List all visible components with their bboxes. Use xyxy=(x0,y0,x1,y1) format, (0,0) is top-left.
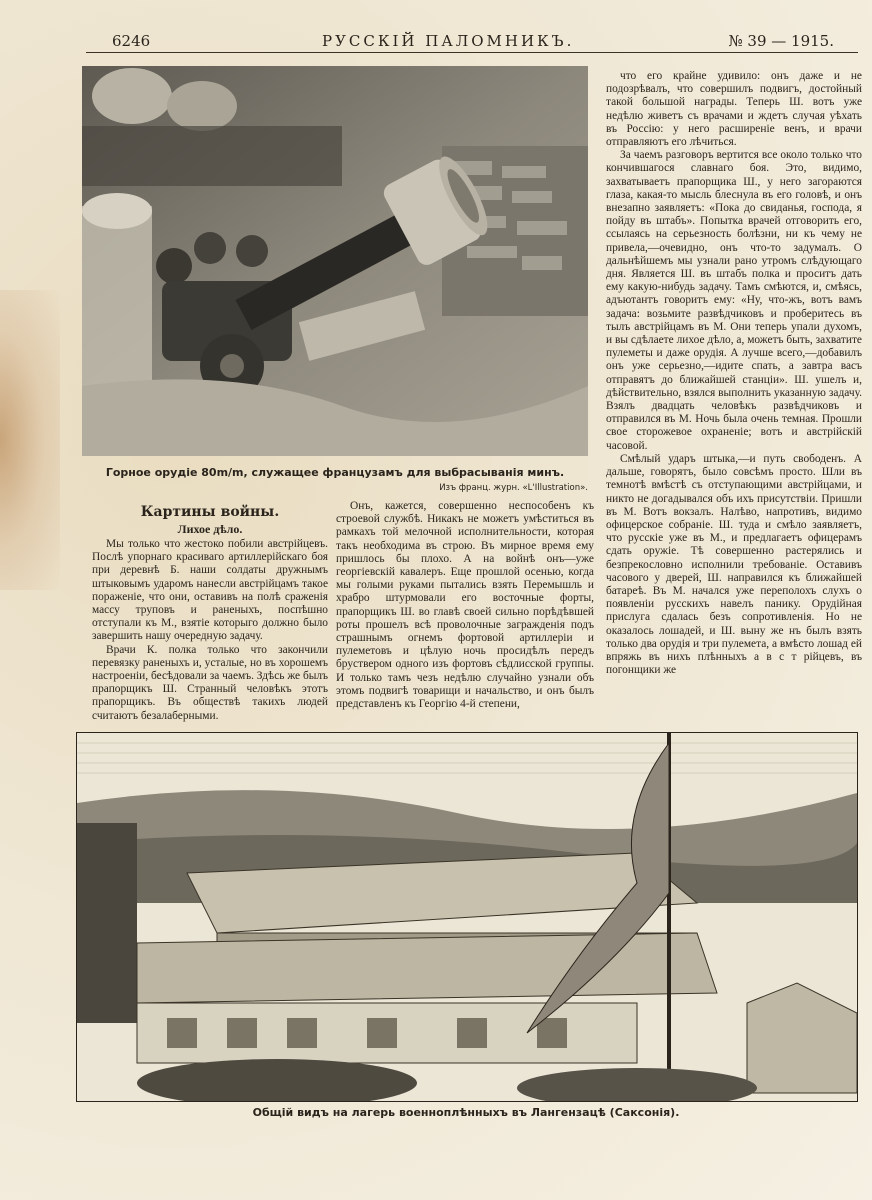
header-rule xyxy=(86,52,858,53)
journal-title: РУССКІЙ ПАЛОМНИКЪ. xyxy=(322,32,575,50)
photo-caption: Горное орудіе 80m/m, служащее французамъ для выбрасыванія минъ. xyxy=(105,466,565,479)
camp-engraving-illustration xyxy=(77,733,857,1101)
issue-number: № 39 — 1915. xyxy=(728,32,834,50)
article-subtitle: Лихое дѣло. xyxy=(177,522,243,536)
paper-stain xyxy=(0,290,60,590)
photo-credit: Изъ франц. журн. «L'Illustration». xyxy=(439,483,588,493)
paragraph: что его крайне удивило: онъ даже и не подозрѣвалъ, что совершилъ подвигъ, достойный такой большой награды. Теперь Ш. вотъ уже недѣлю живетъ съ врачами и ждетъ случая уѣхать въ Россію: у него расширеніе венъ, и врачи отправляютъ его лѣчиться. xyxy=(606,70,862,149)
article-column-middle xyxy=(336,500,594,711)
article-title: Картины войны. xyxy=(140,504,280,520)
page-header xyxy=(112,32,834,54)
engraving-prison-camp xyxy=(76,732,858,1102)
paragraph: Смѣлый ударъ штыка,—и путь свободенъ. А дальше, говорятъ, было совсѣмъ просто. Шли въ темнотѣ вмѣстѣ съ отступающими австрійцами, и никто не догадывался объ ихъ присутствіи. Пришли въ М. Вотъ вокзалъ. Налѣво, напротивъ, видимо офицерское собраніе. Ш. туда и смѣло заявляетъ, что русскіе уже въ М., и предлагаетъ офицерамъ сдать оружіе. Тѣ совершенно растерялись и безпрекословно исполнили требованіе. Оставивъ часового у дверей, Ш. направился къ ближайшей батареѣ. Въ М. начался уже переполохъ слухъ о появленіи русскихъ навелъ панику. Орудійная прислуга сдалась безъ сопротивленія. Но не оказалось лошадей, и Ш. выну же нъ былъ взять только два орудія и три пулемета, а вмѣсто лошад ей впряжь въ нихъ плѣнныхъ а в с т рійцевъ, въ погонщики же xyxy=(606,452,862,677)
engraving-caption: Общій видъ на лагерь военноплѣнныхъ въ Лангензацѣ (Саксонія). xyxy=(252,1106,680,1119)
gun-photo-illustration xyxy=(82,66,588,456)
article-column-right xyxy=(606,70,862,677)
photo-mountain-gun xyxy=(82,66,588,456)
page-number: 6246 xyxy=(112,32,151,50)
paragraph: Мы только что жестоко побили австрійцевъ. Послѣ упорнаго красиваго артиллерійскаго боя при деревнѣ Б. наши солдаты дружнымъ штыковымъ ударомъ нанесли австрійцамъ такое пораженіе, что они, оставивъ на полѣ сраженія массу труповъ и раненыхъ, поспѣшно отступали къ М., взятіе которыго должно было завершить нашу очередную задачу. xyxy=(92,538,328,643)
paragraph: Онъ, кажется, совершенно неспособенъ къ строевой службѣ. Никакъ не можетъ умѣститься въ рамкахъ той мелочной исполнительности, которая такъ необходима въ строю. Въ мирное время ему пришлось бы плохо. А на войнѣ онъ—уже георгіевскій кавалеръ. Еще прошлой осенью, когда мы голыми руками пытались взять Перемышль и храбро штурмовали его восточные форты, прапорщикъ Ш. во главѣ своей сильно порѣдѣвшей роты прошелъ всѣ проволочные загражденія подъ страшнымъ огнемъ фортовой артиллеріи и пулеметовъ и цѣлую ночь просидѣлъ передъ бруствером одного изъ фортовъ сѣдлисской группы. И только тамъ чезъ недѣлю случайно узнали объ этомъ подвигѣ товарищи и начальство, и онъ былъ представленъ къ Георгію 4-й степени, xyxy=(336,500,594,711)
paragraph: За чаемъ разговоръ вертится все около только что кончившагося славнаго боя. Это, видимо, захватываетъ прапорщика Ш., у него загораются глаза, какая-то мысль блеснула въ его головѣ, и онъ внезапно заявляетъ: «Пока до свиданья, господа, я пойду въ штабъ». Попытка врачей отговорить его, ссылаясь на серьезность болѣзни, ни къ чему не привела,—очевидно, онъ что-то задумалъ. О дальнѣйшемъ мы узнали рано утромъ слѣдующаго дня. Является Ш. въ штабъ полка и проситъ дать ему какую-нибудь задачу. Тамъ смѣются, и, смѣясь, адъютантъ говоритъ ему: «Ну, что-жъ, вотъ вамъ задача: возьмите развѣдчиковъ и проберитесь въ тылъ австрійцамъ въ М. Они теперь упали духомъ, и вы сдѣлаете лихое дѣло, а, можетъ быть, захватите пулеметы и даже орудія. А лучше всего,—добавилъ онъ уже серьезно,—идите спать, а завтра васъ отправятъ до ближайшей станціи». Ш. ушелъ и, дѣйствительно, взялся выполнить указанную задачу. Взялъ двадцать человѣкъ развѣдчиковъ и отправился въ М. Ночь была очень темная. Прошли свое сторожевое охраненіе; вотъ и австрійскій часовой. xyxy=(606,149,862,452)
paragraph: Врачи К. полка только что закончили перевязку раненыхъ и, усталые, но въ хорошемъ настроеніи, бесѣдовали за чаемъ. Здѣсь же былъ прапорщикъ Ш. Странный человѣкъ этотъ прапорщикъ. Въ обществѣ такихъ людей считаютъ безалаберными. xyxy=(92,643,328,722)
article-column-left xyxy=(92,538,328,723)
